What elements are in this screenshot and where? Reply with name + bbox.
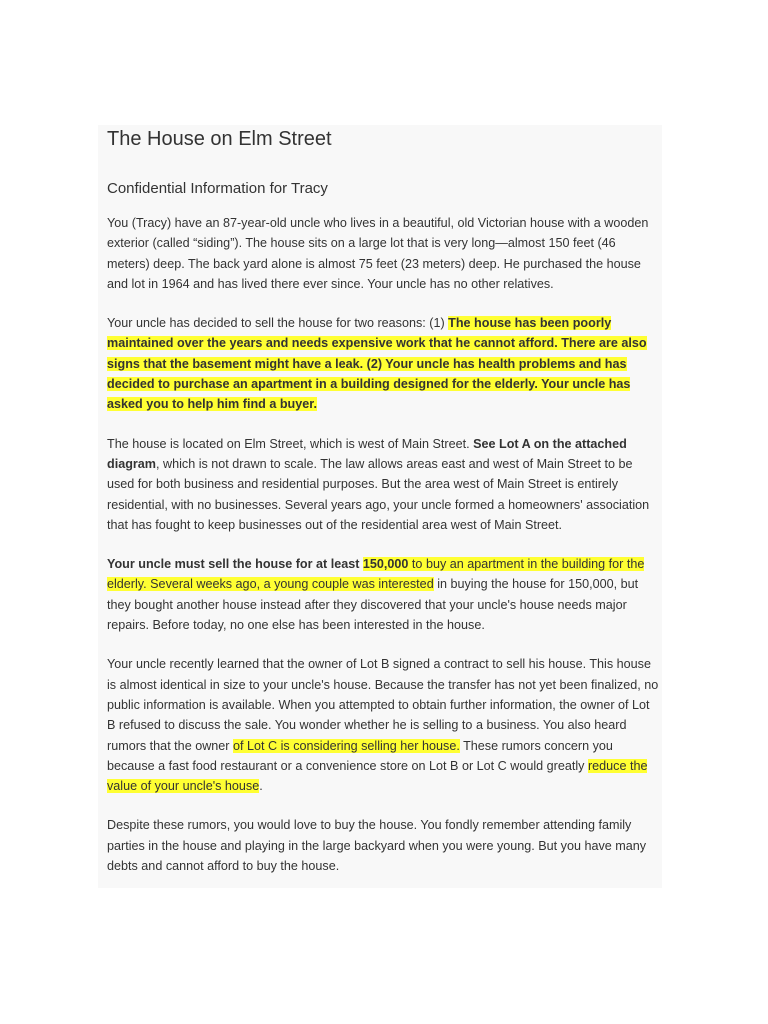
location-text-after: , which is not drawn to scale. The law allows areas east and west of Main Street to be used for both business and residential purposes. But the area west of Main Street is entirely residential, with no businesses. Several years ago, your uncle formed a homeowners' association that has fought to keep businesses out of the residential area west of Main Street. [107, 456, 650, 532]
paragraph-location [107, 434, 659, 535]
purpose-highlight: to buy an apartment in the building for the elderly. Several weeks ago, a young couple was interested [107, 557, 645, 592]
document-title: The House on Elm Street [107, 128, 332, 150]
paragraph-price [107, 554, 659, 635]
location-text-before: The house is located on Elm Street, which is west of Main Street. [107, 436, 474, 451]
price-amount-highlight: 150,000 [362, 557, 409, 572]
neighbors-text-end: . [259, 779, 263, 794]
document-subtitle: Confidential Information for Tracy [107, 180, 328, 197]
reasons-highlight: The house has been poorly maintained over the years and needs expensive work that he cannot afford. There are also signs that the basement might have a leak. (2) Your uncle has health problems and has decided to purchase an apartment in a building designed for the elderly. Your uncle has asked you to help him find a buyer. [107, 316, 647, 412]
paragraph-neighbors [107, 654, 659, 796]
paragraph-uncle-intro: You (Tracy) have an 87-year-old uncle who lives in a beautiful, old Victorian house with a wooden exterior (called “siding”). The house sits on a large lot that is very long—almost 150 feet (46 meters) deep. The back yard alone is almost 75 feet (23 meters) deep. He purchased the house and lot in 1964 and has lived there ever since. Your uncle has no other relatives. [107, 216, 649, 291]
paragraph-desire: Despite these rumors, you would love to buy the house. You fondly remember attending family parties in the house and playing in the large backyard when you were young. But you have many debts and cannot afford to buy the house. [107, 818, 647, 874]
reasons-intro-text: Your uncle has decided to sell the house for two reasons: (1) [107, 316, 449, 331]
document-content [107, 126, 659, 876]
price-text-rest: in buying the house for 150,000, but they bought another house instead after they discovered that your uncle's house needs major repairs. Before today, no one else has been interested in the house. [107, 577, 639, 633]
value-highlight: reduce the value of your uncle's house [107, 758, 648, 794]
neighbors-text-before: Your uncle recently learned that the owner of Lot B signed a contract to sell his house. This house is almost identical in size to your uncle's house. Because the transfer has not yet been finalized, no public information is available. When you attempted to obtain further information, the owner of Lot B refused to discuss the sale. You wonder whether he is selling to a business. You also heard rumors that the owner [107, 657, 659, 753]
neighbors-text-middle: These rumors concern you because a fast food restaurant or a convenience store on Lot B or Lot C would greatly [107, 738, 613, 773]
lot-c-highlight: of Lot C is considering selling her house. [233, 738, 460, 753]
must-sell-text: Your uncle must sell the house for at least [107, 557, 363, 572]
paragraph-reasons [107, 313, 659, 414]
lot-a-reference: See Lot A on the attached diagram [107, 436, 627, 471]
